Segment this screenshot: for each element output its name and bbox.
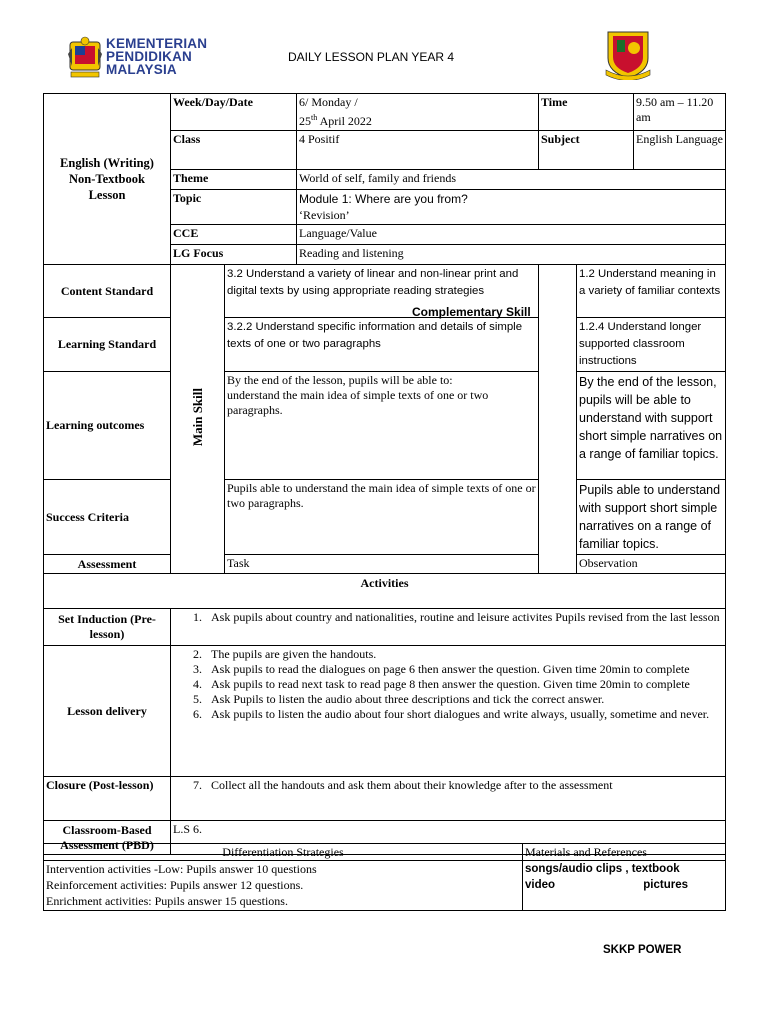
content-standard-main: 3.2 Understand a variety of linear and non-linear print and digital texts by using appropriate reading strategies (225, 265, 539, 318)
materials-line-1: songs/audio clips , textbook (525, 863, 680, 875)
materials-line-2 (525, 877, 723, 893)
time-value: 9.50 am – 11.20 am (634, 94, 726, 131)
learning-outcomes-comp: By the end of the lesson, pupils will be able to understand with support short simple narratives on a range of familiar topics. (577, 372, 726, 480)
list-item: 7. Collect all the handouts and ask them about their knowledge after to the assessment (205, 778, 723, 793)
content-standard-comp: 1.2 Understand meaning in a variety of familiar contexts (577, 265, 726, 318)
class-label: Class (171, 131, 297, 170)
subject-block (44, 94, 171, 265)
week-day-suffix: th (311, 113, 318, 122)
pbd-value: L.S 6. (171, 821, 726, 855)
week-value-line2 (299, 110, 536, 129)
enrichment-line: Enrichment activities: Pupils answer 15 questions. (46, 894, 288, 908)
assessment-main: Task (225, 555, 539, 574)
logo-line-2: PENDIDIKAN (106, 49, 193, 64)
materials-content (523, 861, 726, 911)
learning-standard-label: Learning Standard (44, 318, 171, 372)
materials-pictures: pictures (643, 879, 688, 891)
subject-label: Subject (539, 131, 634, 170)
differentiation-heading: Differentiation Strategies (44, 844, 523, 861)
subject-value: English Language (634, 131, 726, 170)
time-label: Time (539, 94, 634, 131)
success-criteria-main: Pupils able to understand the main idea of simple texts of one or two paragraphs. (225, 480, 539, 555)
set-induction-label: Set Induction (Pre-lesson) (44, 609, 171, 646)
class-value: 4 Positif (297, 131, 539, 170)
learning-standard-comp: 1.2.4 Understand longer supported classroom instructions (577, 318, 726, 372)
topic-value (297, 190, 726, 225)
set-induction-list (173, 610, 723, 625)
document-title: DAILY LESSON PLAN YEAR 4 (288, 50, 455, 64)
theme-value: World of self, family and friends (297, 170, 726, 190)
main-skill-label: Main Skill (190, 387, 205, 447)
reinforcement-line: Reinforcement activities: Pupils answer 12 questions. (46, 878, 304, 892)
activities-heading: Activities (44, 574, 726, 609)
closure-content (171, 777, 726, 821)
topic-module: Module 1: Where are you from? (299, 192, 468, 206)
week-month-year: April 2022 (317, 114, 372, 128)
learning-outcomes-main: By the end of the lesson, pupils will be able to: understand the main idea of simple texts of one or two paragraphs. (225, 372, 539, 480)
lg-focus-label: LG Focus (171, 245, 297, 265)
pbd-label: Classroom-Based Assessment (PBD) (44, 821, 171, 855)
lg-focus-value: Reading and listening (297, 245, 726, 265)
lesson-plan-table (43, 93, 726, 855)
list-item: 5. Ask Pupils to listen the audio about three descriptions and tick the correct answer. (205, 692, 723, 707)
malaysia-crest-icon (66, 36, 104, 82)
logo-line-1: KEMENTERIAN (106, 36, 208, 51)
lesson-delivery-list (173, 647, 723, 722)
cce-label: CCE (171, 225, 297, 245)
week-label: Week/Day/Date (171, 94, 297, 131)
intervention-line: Intervention activities -Low: Pupils answer 10 questions (46, 862, 317, 876)
list-item: 3. Ask pupils to read the dialogues on page 6 then answer the question. Given time 20min to complete (205, 662, 723, 677)
lesson-delivery-label: Lesson delivery (44, 646, 171, 777)
complementary-skill-cell (539, 265, 577, 574)
assessment-label: Assessment (44, 555, 171, 574)
content-standard-label: Content Standard (44, 265, 171, 318)
learning-standard-main: 3.2.2 Understand specific information and details of simple texts of one or two paragraphs (225, 318, 539, 372)
closure-list (173, 778, 723, 793)
theme-label: Theme (171, 170, 297, 190)
footer-brand: SKKP POWER (603, 944, 682, 956)
kpm-logo-text (106, 37, 207, 76)
topic-revision: ‘Revision’ (299, 208, 350, 222)
success-criteria-comp: Pupils able to understand with support short simple narratives on a range of familiar topics. (577, 480, 726, 555)
closure-label: Closure (Post-lesson) (44, 777, 171, 821)
materials-video: video (525, 879, 556, 891)
differentiation-table (43, 843, 726, 911)
page-header (0, 0, 768, 92)
set-induction-content (171, 609, 726, 646)
subject-block-text: English (Writing) Non-Textbook Lesson (60, 156, 154, 202)
list-item: 1. Ask pupils about country and nationalities, routine and leisure activites Pupils revised from the last lesson (205, 610, 723, 625)
list-item: 6. Ask pupils to listen the audio about four short dialogues and write always, usually, sometime and never. (205, 707, 723, 722)
list-item: 2. The pupils are given the handouts. (205, 647, 723, 662)
success-criteria-label: Success Criteria (44, 480, 171, 555)
topic-label: Topic (171, 190, 297, 225)
logo-line-3: MALAYSIA (106, 62, 177, 77)
materials-heading: Materials and References (523, 844, 726, 861)
differentiation-content (44, 861, 523, 911)
kpm-logo (66, 36, 208, 82)
complementary-skill-label: Complementary Skill (412, 305, 531, 319)
list-item: 4. Ask pupils to read next task to read page 8 then answer the question. Given time 20min to complete (205, 677, 723, 692)
week-value-line1: 6/ Monday / (299, 95, 358, 109)
main-skill-cell (171, 265, 225, 574)
school-crest-icon (600, 28, 656, 80)
learning-outcomes-label: Learning outcomes (44, 372, 171, 480)
assessment-comp: Observation (577, 555, 726, 574)
lesson-delivery-content (171, 646, 726, 777)
cce-value: Language/Value (297, 225, 726, 245)
week-value (297, 94, 539, 131)
week-day-number: 25 (299, 114, 311, 128)
